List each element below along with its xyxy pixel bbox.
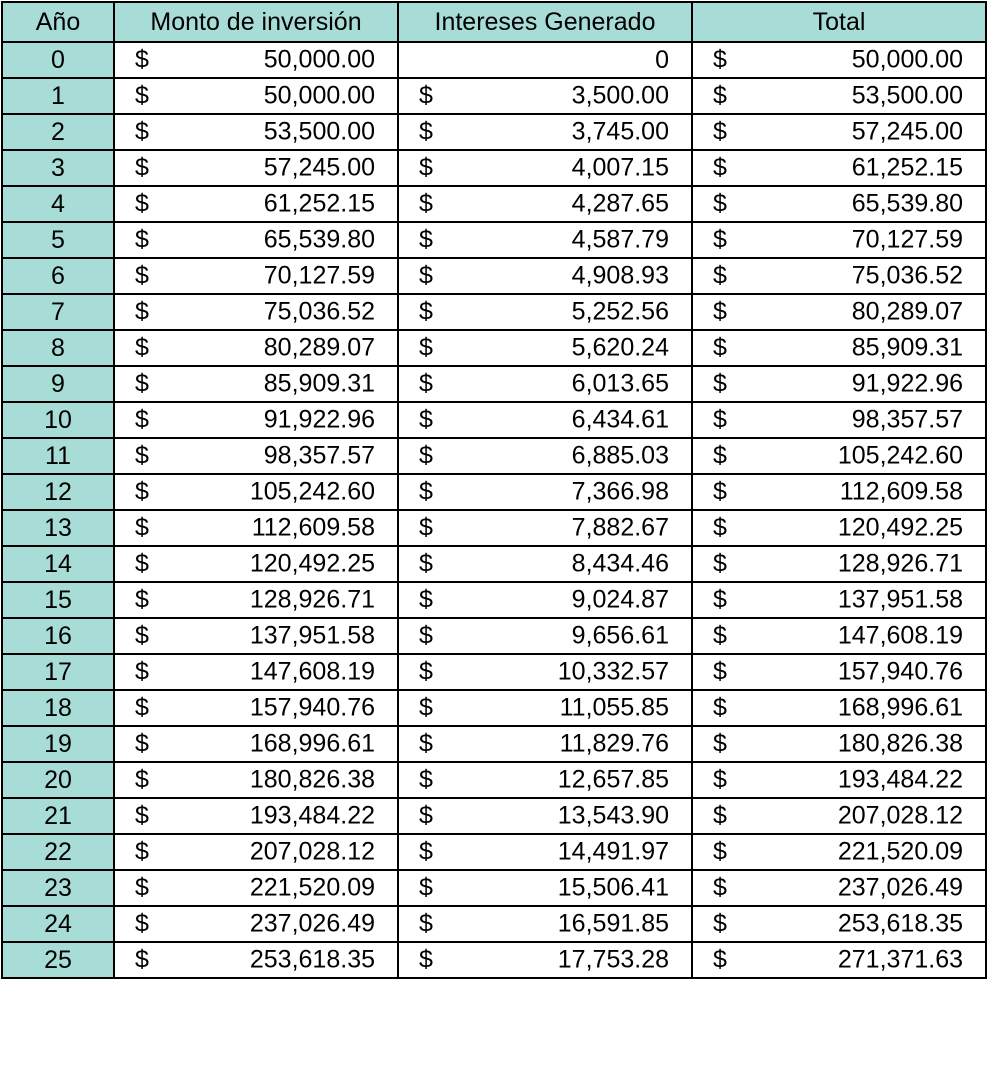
total-cell[interactable] bbox=[692, 222, 986, 258]
total-cell[interactable] bbox=[692, 798, 986, 834]
table-row bbox=[2, 510, 986, 546]
currency-symbol: $ bbox=[713, 225, 727, 254]
interest-cell[interactable] bbox=[398, 78, 692, 114]
year-cell[interactable]: 21 bbox=[2, 798, 114, 834]
currency-symbol: $ bbox=[135, 477, 149, 506]
investment-cell[interactable] bbox=[114, 438, 398, 474]
investment-cell-value: 105,242.60 bbox=[249, 477, 375, 506]
investment-cell-value: 237,026.49 bbox=[249, 909, 375, 938]
table-row bbox=[2, 618, 986, 654]
total-cell-value: 98,357.57 bbox=[851, 405, 963, 434]
currency-symbol: $ bbox=[419, 549, 433, 578]
table-row bbox=[2, 906, 986, 942]
currency-symbol: $ bbox=[419, 621, 433, 650]
currency-symbol: $ bbox=[713, 693, 727, 722]
currency-symbol: $ bbox=[713, 801, 727, 830]
currency-symbol: $ bbox=[713, 513, 727, 542]
header-interest: Intereses Generado bbox=[398, 2, 692, 42]
currency-symbol: $ bbox=[713, 189, 727, 218]
year-cell[interactable]: 23 bbox=[2, 870, 114, 906]
interest-cell-value: 4,007.15 bbox=[571, 153, 669, 182]
year-cell[interactable]: 12 bbox=[2, 474, 114, 510]
total-cell[interactable] bbox=[692, 474, 986, 510]
currency-symbol: $ bbox=[713, 837, 727, 866]
total-cell-value: 168,996.61 bbox=[837, 693, 963, 722]
total-cell-value: 120,492.25 bbox=[837, 513, 963, 542]
currency-symbol: $ bbox=[135, 765, 149, 794]
table-row bbox=[2, 402, 986, 438]
interest-cell-value: 3,500.00 bbox=[571, 81, 669, 110]
investment-cell[interactable] bbox=[114, 762, 398, 798]
currency-symbol: $ bbox=[135, 549, 149, 578]
investment-cell[interactable] bbox=[114, 150, 398, 186]
currency-symbol: $ bbox=[419, 873, 433, 902]
table-row bbox=[2, 330, 986, 366]
interest-cell[interactable] bbox=[398, 906, 692, 942]
table-row bbox=[2, 258, 986, 294]
table-row bbox=[2, 474, 986, 510]
table-row bbox=[2, 798, 986, 834]
interest-cell-value: 4,587.79 bbox=[571, 225, 669, 254]
total-cell[interactable] bbox=[692, 150, 986, 186]
header-total: Total bbox=[692, 2, 986, 42]
currency-symbol: $ bbox=[419, 405, 433, 434]
year-cell[interactable]: 3 bbox=[2, 150, 114, 186]
investment-cell[interactable] bbox=[114, 942, 398, 978]
currency-symbol: $ bbox=[135, 297, 149, 326]
interest-cell-value: 7,366.98 bbox=[571, 477, 669, 506]
interest-cell-value: 17,753.28 bbox=[557, 945, 669, 974]
interest-cell[interactable]: 0 bbox=[398, 42, 692, 78]
currency-symbol: $ bbox=[713, 945, 727, 974]
investment-cell[interactable] bbox=[114, 618, 398, 654]
interest-cell[interactable] bbox=[398, 150, 692, 186]
total-cell[interactable] bbox=[692, 546, 986, 582]
total-cell-value: 80,289.07 bbox=[851, 297, 963, 326]
interest-cell[interactable] bbox=[398, 762, 692, 798]
investment-cell[interactable] bbox=[114, 510, 398, 546]
investment-cell-value: 147,608.19 bbox=[249, 657, 375, 686]
interest-cell[interactable] bbox=[398, 942, 692, 978]
currency-symbol: $ bbox=[135, 189, 149, 218]
currency-symbol: $ bbox=[135, 261, 149, 290]
investment-cell[interactable] bbox=[114, 78, 398, 114]
investment-cell-value: 57,245.00 bbox=[263, 153, 375, 182]
interest-cell-value: 9,024.87 bbox=[571, 585, 669, 614]
currency-symbol: $ bbox=[713, 261, 727, 290]
interest-cell-value: 9,656.61 bbox=[571, 621, 669, 650]
currency-symbol: $ bbox=[419, 261, 433, 290]
total-cell-value: 91,922.96 bbox=[851, 369, 963, 398]
year-cell[interactable]: 9 bbox=[2, 366, 114, 402]
table-row bbox=[2, 150, 986, 186]
currency-symbol: $ bbox=[135, 45, 149, 74]
investment-cell-value: 61,252.15 bbox=[263, 189, 375, 218]
currency-symbol: $ bbox=[419, 333, 433, 362]
currency-symbol: $ bbox=[135, 369, 149, 398]
table-row bbox=[2, 582, 986, 618]
total-cell-value: 180,826.38 bbox=[837, 729, 963, 758]
interest-cell[interactable] bbox=[398, 546, 692, 582]
currency-symbol: $ bbox=[135, 801, 149, 830]
currency-symbol: $ bbox=[713, 81, 727, 110]
currency-symbol: $ bbox=[135, 945, 149, 974]
investment-cell[interactable] bbox=[114, 546, 398, 582]
interest-cell-value: 6,885.03 bbox=[571, 441, 669, 470]
investment-cell-value: 137,951.58 bbox=[249, 621, 375, 650]
currency-symbol: $ bbox=[713, 441, 727, 470]
total-cell[interactable] bbox=[692, 726, 986, 762]
interest-cell[interactable] bbox=[398, 582, 692, 618]
interest-cell-value: 3,745.00 bbox=[571, 117, 669, 146]
header-row bbox=[2, 2, 986, 42]
currency-symbol: $ bbox=[135, 873, 149, 902]
currency-symbol: $ bbox=[419, 729, 433, 758]
interest-cell[interactable] bbox=[398, 186, 692, 222]
currency-symbol: $ bbox=[419, 909, 433, 938]
investment-cell-value: 91,922.96 bbox=[263, 405, 375, 434]
interest-cell[interactable] bbox=[398, 834, 692, 870]
total-cell-value: 271,371.63 bbox=[837, 945, 963, 974]
interest-cell[interactable] bbox=[398, 330, 692, 366]
investment-cell-value: 50,000.00 bbox=[263, 45, 375, 74]
currency-symbol: $ bbox=[713, 765, 727, 794]
currency-symbol: $ bbox=[713, 369, 727, 398]
total-cell-value: 53,500.00 bbox=[851, 81, 963, 110]
investment-cell[interactable] bbox=[114, 906, 398, 942]
interest-cell[interactable] bbox=[398, 294, 692, 330]
currency-symbol: $ bbox=[713, 729, 727, 758]
table-row bbox=[2, 366, 986, 402]
total-cell[interactable] bbox=[692, 618, 986, 654]
year-cell[interactable]: 2 bbox=[2, 114, 114, 150]
table-row bbox=[2, 942, 986, 978]
total-cell-value: 221,520.09 bbox=[837, 837, 963, 866]
interest-cell[interactable] bbox=[398, 654, 692, 690]
currency-symbol: $ bbox=[713, 585, 727, 614]
investment-cell-value: 98,357.57 bbox=[263, 441, 375, 470]
investment-cell-value: 70,127.59 bbox=[263, 261, 375, 290]
currency-symbol: $ bbox=[419, 117, 433, 146]
interest-cell-value: 6,434.61 bbox=[571, 405, 669, 434]
currency-symbol: $ bbox=[135, 513, 149, 542]
currency-symbol: $ bbox=[419, 837, 433, 866]
currency-symbol: $ bbox=[713, 405, 727, 434]
currency-symbol: $ bbox=[713, 873, 727, 902]
total-cell-value: 253,618.35 bbox=[837, 909, 963, 938]
investment-cell-value: 85,909.31 bbox=[263, 369, 375, 398]
currency-symbol: $ bbox=[135, 225, 149, 254]
currency-symbol: $ bbox=[135, 333, 149, 362]
total-cell-value: 207,028.12 bbox=[837, 801, 963, 830]
interest-cell[interactable] bbox=[398, 690, 692, 726]
table-row bbox=[2, 294, 986, 330]
header-investment: Monto de inversión bbox=[114, 2, 398, 42]
year-cell[interactable]: 7 bbox=[2, 294, 114, 330]
total-cell[interactable] bbox=[692, 438, 986, 474]
currency-symbol: $ bbox=[713, 621, 727, 650]
table-body bbox=[2, 42, 986, 978]
interest-cell[interactable] bbox=[398, 870, 692, 906]
investment-table bbox=[1, 1, 987, 979]
year-cell[interactable]: 17 bbox=[2, 654, 114, 690]
interest-cell-value: 4,287.65 bbox=[571, 189, 669, 218]
year-cell[interactable]: 0 bbox=[2, 42, 114, 78]
interest-cell-value: 5,620.24 bbox=[571, 333, 669, 362]
total-cell[interactable] bbox=[692, 330, 986, 366]
table-row bbox=[2, 438, 986, 474]
table-row bbox=[2, 222, 986, 258]
currency-symbol: $ bbox=[713, 153, 727, 182]
total-cell-value: 70,127.59 bbox=[851, 225, 963, 254]
year-cell[interactable]: 1 bbox=[2, 78, 114, 114]
investment-cell-value: 157,940.76 bbox=[249, 693, 375, 722]
total-cell-value: 85,909.31 bbox=[851, 333, 963, 362]
total-cell-value: 237,026.49 bbox=[837, 873, 963, 902]
investment-cell[interactable] bbox=[114, 294, 398, 330]
total-cell[interactable] bbox=[692, 402, 986, 438]
year-cell[interactable]: 18 bbox=[2, 690, 114, 726]
currency-symbol: $ bbox=[135, 81, 149, 110]
interest-cell[interactable] bbox=[398, 510, 692, 546]
total-cell[interactable] bbox=[692, 690, 986, 726]
interest-cell[interactable] bbox=[398, 726, 692, 762]
year-cell[interactable]: 13 bbox=[2, 510, 114, 546]
investment-cell[interactable] bbox=[114, 474, 398, 510]
investment-cell-value: 193,484.22 bbox=[249, 801, 375, 830]
investment-cell[interactable] bbox=[114, 834, 398, 870]
year-cell[interactable]: 22 bbox=[2, 834, 114, 870]
currency-symbol: $ bbox=[135, 693, 149, 722]
total-cell-value: 61,252.15 bbox=[851, 153, 963, 182]
interest-cell-value: 7,882.67 bbox=[571, 513, 669, 542]
total-cell[interactable] bbox=[692, 762, 986, 798]
table-row bbox=[2, 726, 986, 762]
total-cell-value: 105,242.60 bbox=[837, 441, 963, 470]
year-cell[interactable]: 16 bbox=[2, 618, 114, 654]
interest-cell[interactable] bbox=[398, 402, 692, 438]
table-row bbox=[2, 546, 986, 582]
total-cell[interactable] bbox=[692, 294, 986, 330]
year-cell[interactable]: 20 bbox=[2, 762, 114, 798]
total-cell[interactable] bbox=[692, 42, 986, 78]
interest-cell-value: 10,332.57 bbox=[557, 657, 669, 686]
interest-cell-value: 11,829.76 bbox=[559, 729, 669, 758]
investment-cell-value: 128,926.71 bbox=[249, 585, 375, 614]
table-row bbox=[2, 834, 986, 870]
year-cell[interactable]: 10 bbox=[2, 402, 114, 438]
interest-cell[interactable] bbox=[398, 438, 692, 474]
total-cell[interactable] bbox=[692, 906, 986, 942]
year-cell[interactable]: 24 bbox=[2, 906, 114, 942]
currency-symbol: $ bbox=[419, 81, 433, 110]
interest-cell-value: 13,543.90 bbox=[557, 801, 669, 830]
total-cell[interactable] bbox=[692, 510, 986, 546]
investment-cell-value: 120,492.25 bbox=[249, 549, 375, 578]
interest-cell-value: 14,491.97 bbox=[557, 837, 669, 866]
interest-cell-value: 4,908.93 bbox=[571, 261, 669, 290]
investment-cell-value: 50,000.00 bbox=[263, 81, 375, 110]
total-cell-value: 50,000.00 bbox=[851, 45, 963, 74]
year-cell[interactable]: 5 bbox=[2, 222, 114, 258]
currency-symbol: $ bbox=[135, 441, 149, 470]
currency-symbol: $ bbox=[713, 909, 727, 938]
interest-cell-value: 12,657.85 bbox=[557, 765, 669, 794]
total-cell-value: 157,940.76 bbox=[837, 657, 963, 686]
year-cell[interactable]: 14 bbox=[2, 546, 114, 582]
table-row bbox=[2, 114, 986, 150]
year-cell[interactable]: 6 bbox=[2, 258, 114, 294]
investment-cell[interactable] bbox=[114, 654, 398, 690]
currency-symbol: $ bbox=[713, 117, 727, 146]
interest-cell-value: 16,591.85 bbox=[557, 909, 669, 938]
currency-symbol: $ bbox=[419, 189, 433, 218]
year-cell[interactable]: 8 bbox=[2, 330, 114, 366]
interest-cell-value: 15,506.41 bbox=[557, 873, 669, 902]
currency-symbol: $ bbox=[135, 621, 149, 650]
investment-cell-value: 112,609.58 bbox=[251, 513, 375, 542]
currency-symbol: $ bbox=[135, 657, 149, 686]
interest-cell[interactable] bbox=[398, 618, 692, 654]
investment-cell-value: 75,036.52 bbox=[263, 297, 375, 326]
currency-symbol: $ bbox=[419, 945, 433, 974]
interest-cell[interactable] bbox=[398, 258, 692, 294]
year-cell[interactable]: 19 bbox=[2, 726, 114, 762]
total-cell-value: 147,608.19 bbox=[837, 621, 963, 650]
total-cell[interactable] bbox=[692, 366, 986, 402]
currency-symbol: $ bbox=[419, 693, 433, 722]
interest-cell-value: 6,013.65 bbox=[571, 369, 669, 398]
investment-cell[interactable] bbox=[114, 690, 398, 726]
total-cell[interactable] bbox=[692, 834, 986, 870]
investment-cell-value: 253,618.35 bbox=[249, 945, 375, 974]
currency-symbol: $ bbox=[713, 549, 727, 578]
total-cell[interactable] bbox=[692, 870, 986, 906]
currency-symbol: $ bbox=[135, 117, 149, 146]
currency-symbol: $ bbox=[135, 837, 149, 866]
table-row bbox=[2, 654, 986, 690]
currency-symbol: $ bbox=[135, 405, 149, 434]
investment-cell[interactable] bbox=[114, 582, 398, 618]
investment-cell-value: 221,520.09 bbox=[249, 873, 375, 902]
total-cell[interactable] bbox=[692, 78, 986, 114]
total-cell-value: 137,951.58 bbox=[837, 585, 963, 614]
total-cell[interactable] bbox=[692, 186, 986, 222]
interest-cell-value: 8,434.46 bbox=[571, 549, 669, 578]
investment-cell[interactable] bbox=[114, 726, 398, 762]
currency-symbol: $ bbox=[419, 441, 433, 470]
year-cell[interactable]: 25 bbox=[2, 942, 114, 978]
total-cell-value: 193,484.22 bbox=[837, 765, 963, 794]
investment-cell[interactable] bbox=[114, 114, 398, 150]
investment-cell-value: 53,500.00 bbox=[263, 117, 375, 146]
currency-symbol: $ bbox=[419, 801, 433, 830]
table-row bbox=[2, 78, 986, 114]
total-cell-value: 65,539.80 bbox=[851, 189, 963, 218]
investment-cell[interactable] bbox=[114, 402, 398, 438]
currency-symbol: $ bbox=[713, 657, 727, 686]
currency-symbol: $ bbox=[419, 297, 433, 326]
currency-symbol: $ bbox=[135, 153, 149, 182]
interest-cell-value: 5,252.56 bbox=[571, 297, 669, 326]
currency-symbol: $ bbox=[713, 45, 727, 74]
investment-cell[interactable] bbox=[114, 798, 398, 834]
investment-cell-value: 180,826.38 bbox=[249, 765, 375, 794]
table-row bbox=[2, 762, 986, 798]
investment-cell-value: 65,539.80 bbox=[263, 225, 375, 254]
currency-symbol: $ bbox=[713, 333, 727, 362]
total-cell-value: 112,609.58 bbox=[839, 477, 963, 506]
interest-cell[interactable] bbox=[398, 114, 692, 150]
currency-symbol: $ bbox=[419, 513, 433, 542]
total-cell[interactable] bbox=[692, 654, 986, 690]
currency-symbol: $ bbox=[713, 297, 727, 326]
total-cell[interactable] bbox=[692, 942, 986, 978]
currency-symbol: $ bbox=[135, 729, 149, 758]
table-header bbox=[2, 2, 986, 42]
currency-symbol: $ bbox=[419, 225, 433, 254]
currency-symbol: $ bbox=[419, 153, 433, 182]
total-cell[interactable] bbox=[692, 582, 986, 618]
header-year: Año bbox=[2, 2, 114, 42]
table-row bbox=[2, 870, 986, 906]
investment-cell[interactable] bbox=[114, 330, 398, 366]
total-cell-value: 128,926.71 bbox=[837, 549, 963, 578]
interest-cell[interactable] bbox=[398, 366, 692, 402]
investment-cell[interactable] bbox=[114, 222, 398, 258]
table-row bbox=[2, 42, 986, 78]
total-cell[interactable] bbox=[692, 114, 986, 150]
interest-cell[interactable] bbox=[398, 222, 692, 258]
investment-cell-value: 168,996.61 bbox=[249, 729, 375, 758]
currency-symbol: $ bbox=[713, 477, 727, 506]
table-row bbox=[2, 186, 986, 222]
currency-symbol: $ bbox=[135, 909, 149, 938]
investment-cell[interactable] bbox=[114, 186, 398, 222]
table-row bbox=[2, 690, 986, 726]
currency-symbol: $ bbox=[419, 477, 433, 506]
year-cell[interactable]: 4 bbox=[2, 186, 114, 222]
currency-symbol: $ bbox=[419, 765, 433, 794]
year-cell[interactable]: 15 bbox=[2, 582, 114, 618]
year-cell[interactable]: 11 bbox=[2, 438, 114, 474]
currency-symbol: $ bbox=[419, 657, 433, 686]
total-cell-value: 57,245.00 bbox=[851, 117, 963, 146]
interest-cell[interactable] bbox=[398, 798, 692, 834]
total-cell[interactable] bbox=[692, 258, 986, 294]
currency-symbol: $ bbox=[419, 369, 433, 398]
investment-cell[interactable] bbox=[114, 366, 398, 402]
investment-cell-value: 80,289.07 bbox=[263, 333, 375, 362]
total-cell-value: 75,036.52 bbox=[851, 261, 963, 290]
investment-cell-value: 207,028.12 bbox=[249, 837, 375, 866]
interest-cell-value: 11,055.85 bbox=[559, 693, 669, 722]
investment-cell[interactable] bbox=[114, 258, 398, 294]
currency-symbol: $ bbox=[135, 585, 149, 614]
currency-symbol: $ bbox=[419, 585, 433, 614]
investment-cell[interactable] bbox=[114, 42, 398, 78]
interest-cell[interactable] bbox=[398, 474, 692, 510]
investment-cell[interactable] bbox=[114, 870, 398, 906]
